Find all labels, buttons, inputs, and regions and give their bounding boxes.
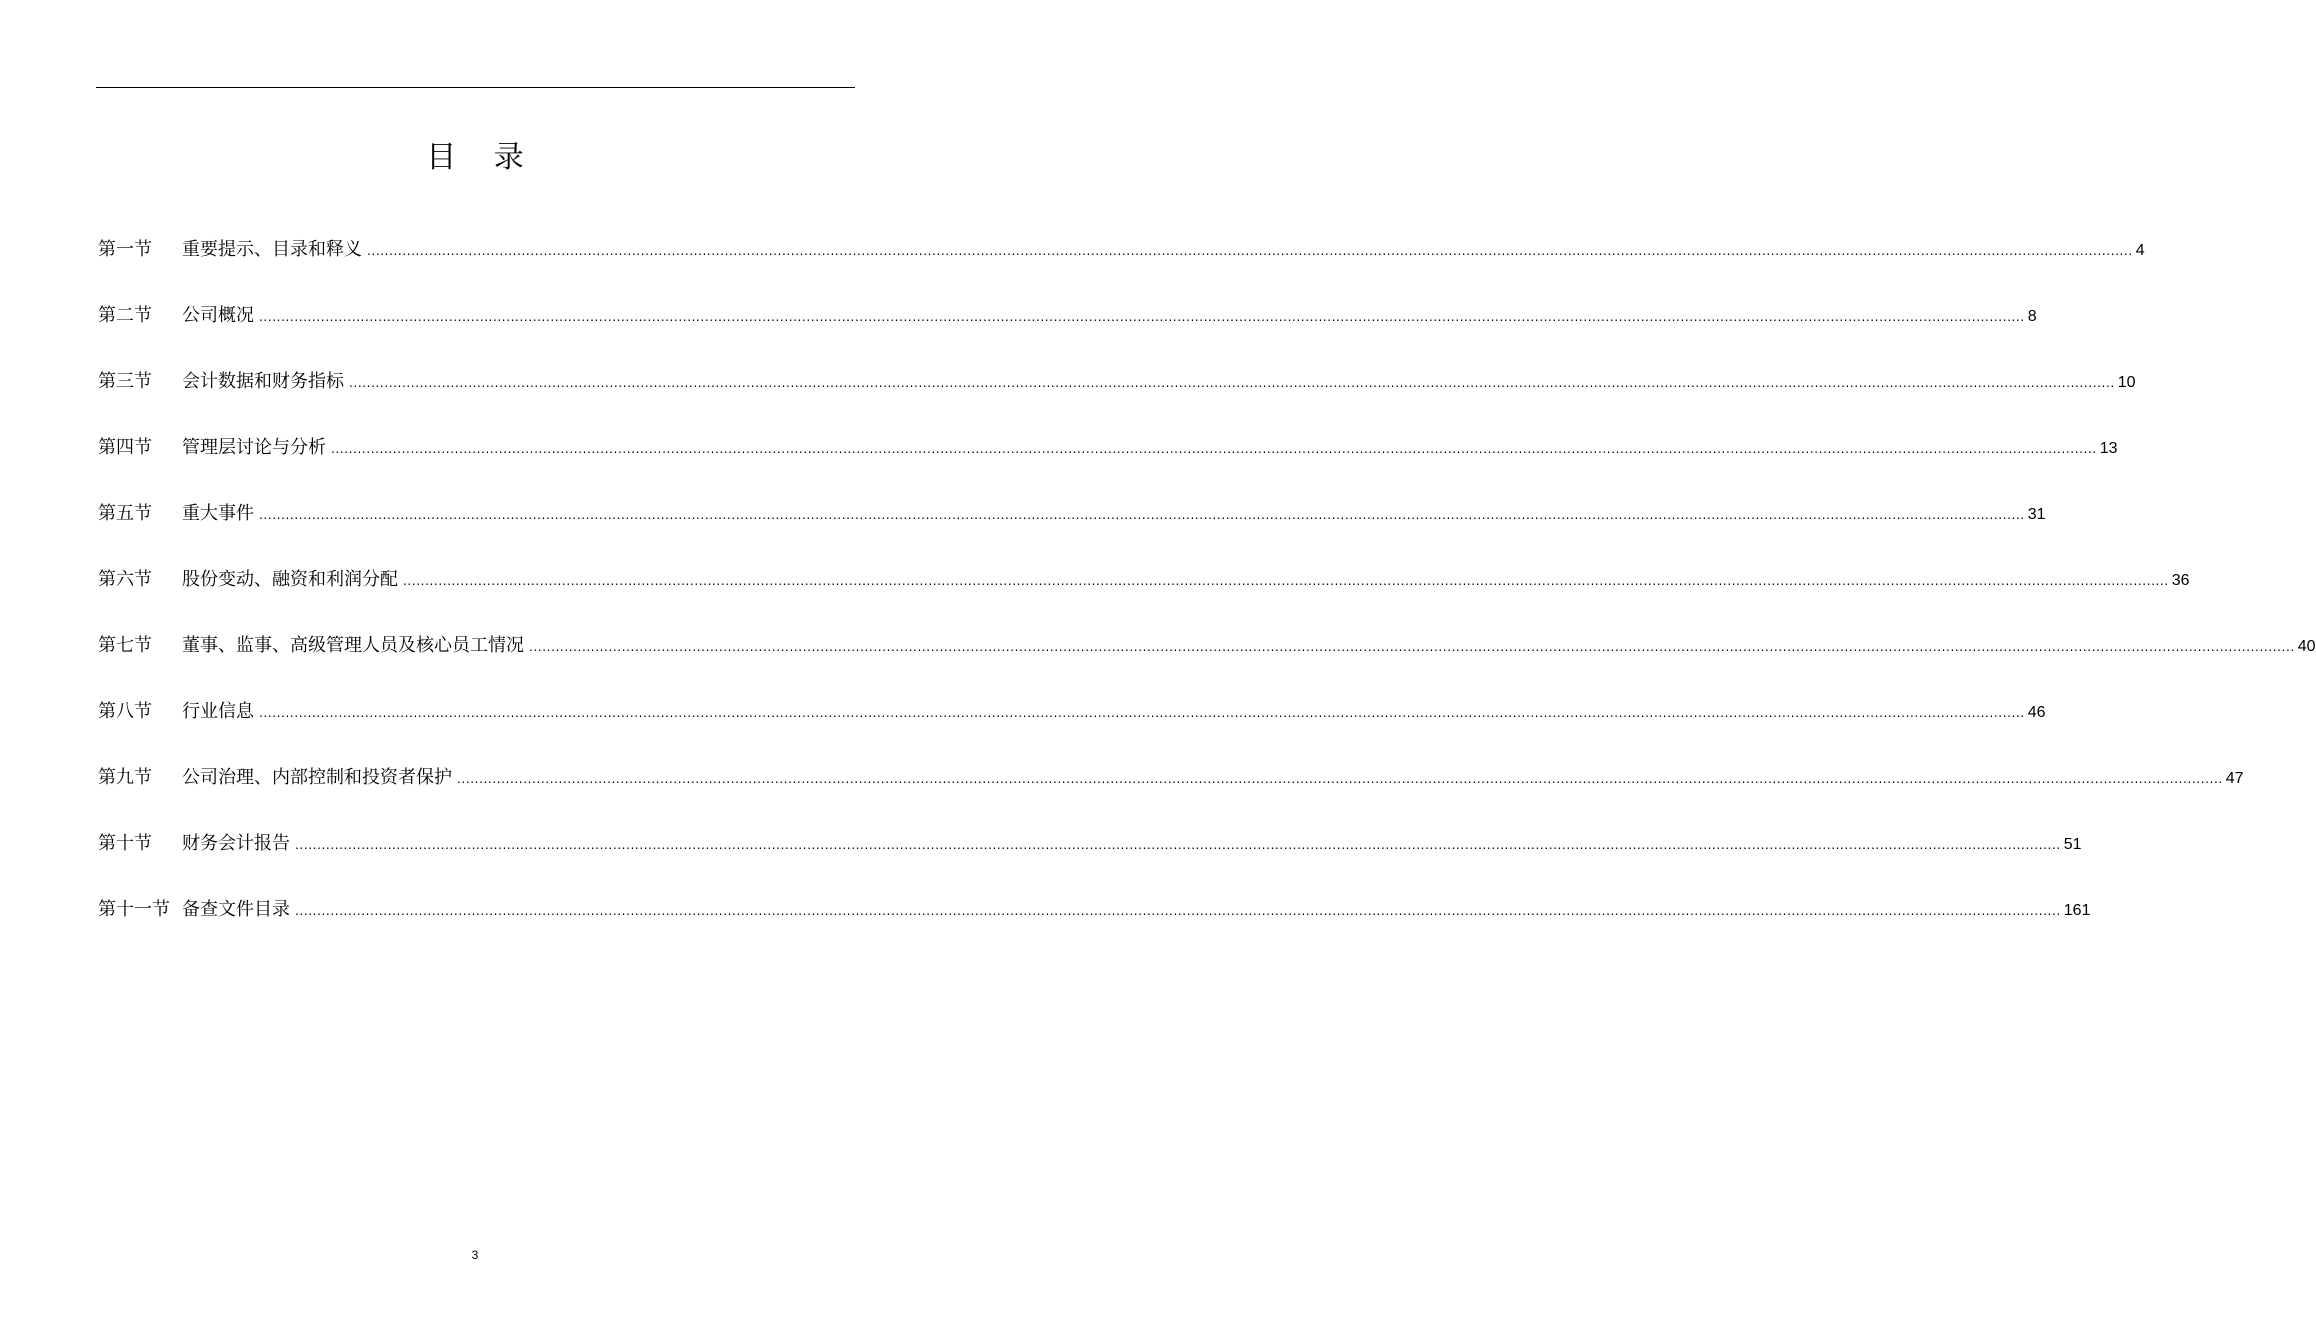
toc-section-label: 第九节 xyxy=(98,767,152,788)
page-number: 3 xyxy=(471,1248,479,1262)
toc-page-number: 161 xyxy=(2063,902,2091,919)
toc-page-number: 47 xyxy=(2225,770,2244,787)
toc-section-label: 第十节 xyxy=(98,833,152,854)
dot-leader: ................................................................................................................................................................................................................................................................................................................................................................................................................ xyxy=(295,838,2061,852)
toc-section-label: 第四节 xyxy=(98,437,152,458)
toc-entry-title: 会计数据和财务指标 xyxy=(182,371,344,392)
toc-page-number: 36 xyxy=(2171,572,2190,589)
toc-page-number: 40 xyxy=(2297,638,2316,655)
dot-leader: ................................................................................................................................................................................................................................................................................................................................................................................................................ xyxy=(259,508,2025,522)
toc-section-label: 第八节 xyxy=(98,701,152,722)
toc-page-number: 13 xyxy=(2099,440,2118,457)
toc-entry-title: 公司概况 xyxy=(182,305,254,326)
toc-entry[interactable] xyxy=(98,562,2190,628)
toc-entry[interactable] xyxy=(98,760,2244,826)
toc-section-label: 第三节 xyxy=(98,371,152,392)
table-of-contents xyxy=(98,232,2316,958)
dot-leader: ................................................................................................................................................................................................................................................................................................................................................................................................................ xyxy=(529,640,2295,654)
toc-entry-title: 公司治理、内部控制和投资者保护 xyxy=(182,767,452,788)
toc-entry-title: 董事、监事、高级管理人员及核心员工情况 xyxy=(182,635,524,656)
dot-leader: ................................................................................................................................................................................................................................................................................................................................................................................................................ xyxy=(367,244,2133,258)
header-rule xyxy=(96,87,855,88)
toc-page-number: 51 xyxy=(2063,836,2082,853)
toc-entry[interactable] xyxy=(98,892,2091,958)
toc-section-label: 第七节 xyxy=(98,635,152,656)
toc-entry[interactable] xyxy=(98,628,2316,694)
toc-section-label: 第五节 xyxy=(98,503,152,524)
toc-page-number: 31 xyxy=(2027,506,2046,523)
toc-page-number: 8 xyxy=(2027,308,2037,325)
toc-section-label: 第一节 xyxy=(98,239,152,260)
toc-section-label: 第十一节 xyxy=(98,899,170,920)
dot-leader: ................................................................................................................................................................................................................................................................................................................................................................................................................ xyxy=(403,574,2169,588)
toc-section-label: 第六节 xyxy=(98,569,152,590)
toc-section-label: 第二节 xyxy=(98,305,152,326)
toc-entry-title: 财务会计报告 xyxy=(182,833,290,854)
dot-leader: ................................................................................................................................................................................................................................................................................................................................................................................................................ xyxy=(295,904,2061,918)
dot-leader: ................................................................................................................................................................................................................................................................................................................................................................................................................ xyxy=(349,376,2115,390)
toc-entry-title: 重大事件 xyxy=(182,503,254,524)
dot-leader: ................................................................................................................................................................................................................................................................................................................................................................................................................ xyxy=(259,706,2025,720)
toc-entry[interactable] xyxy=(98,694,2046,760)
toc-entry-title: 备查文件目录 xyxy=(182,899,290,920)
toc-title: 目 录 xyxy=(426,140,538,176)
toc-page-number: 10 xyxy=(2117,374,2136,391)
toc-page-number: 46 xyxy=(2027,704,2046,721)
dot-leader: ................................................................................................................................................................................................................................................................................................................................................................................................................ xyxy=(331,442,2097,456)
toc-entry[interactable] xyxy=(98,826,2082,892)
toc-entry-title: 行业信息 xyxy=(182,701,254,722)
dot-leader: ................................................................................................................................................................................................................................................................................................................................................................................................................ xyxy=(457,772,2223,786)
toc-entry[interactable] xyxy=(98,364,2136,430)
toc-entry[interactable] xyxy=(98,430,2118,496)
toc-entry-title: 股份变动、融资和利润分配 xyxy=(182,569,398,590)
toc-entry[interactable] xyxy=(98,232,2145,298)
toc-entry[interactable] xyxy=(98,298,2037,364)
toc-entry-title: 重要提示、目录和释义 xyxy=(182,239,362,260)
toc-page-number: 4 xyxy=(2135,242,2145,259)
toc-entry[interactable] xyxy=(98,496,2046,562)
dot-leader: ................................................................................................................................................................................................................................................................................................................................................................................................................ xyxy=(259,310,2025,324)
toc-entry-title: 管理层讨论与分析 xyxy=(182,437,326,458)
